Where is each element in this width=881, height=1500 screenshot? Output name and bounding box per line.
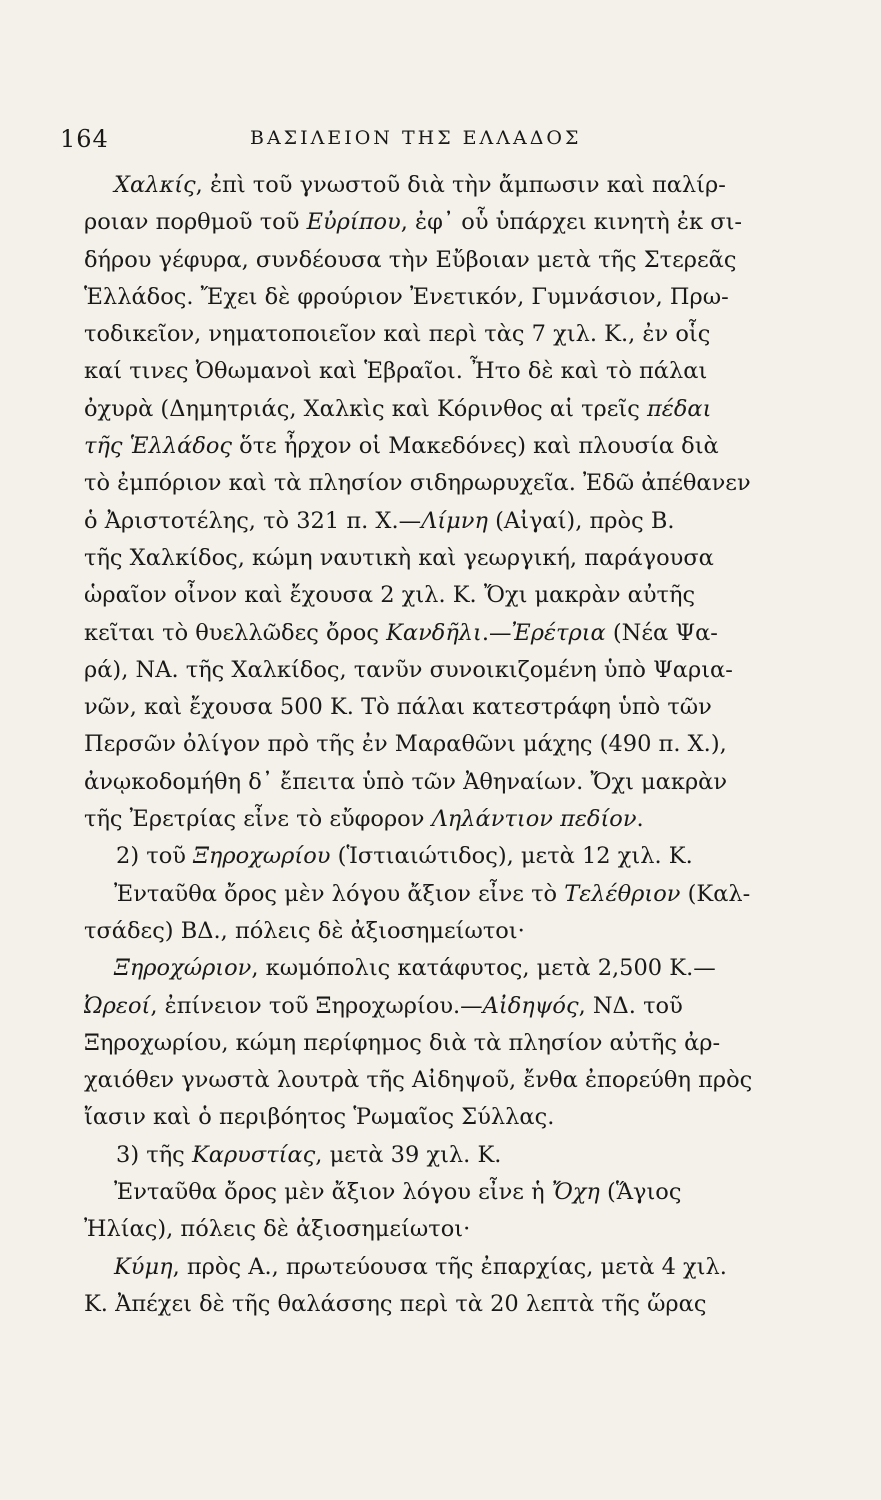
text-line (84, 242, 814, 279)
text-line (84, 428, 814, 465)
text-run: νῶν, καὶ ἔχουσα 500 Κ. Τὸ πάλαι κατεστράφη ὑπὸ τῶν (84, 694, 712, 721)
text-run: δήρου γέφυρα, συνδέουσα τὴν Εὔβοιαν μετὰ τῆς Στερεᾶς (84, 246, 737, 273)
text-run: , πρὸς Α., πρωτεύουσα τῆς ἐπαρχίας, μετὰ 4 χιλ. (172, 1253, 727, 1280)
text-line (84, 988, 814, 1025)
text-line (84, 577, 814, 614)
text-run: Κ. Ἀπέχει δὲ τῆς θαλάσσης περὶ τὰ 20 λεπτὰ τῆς ὥρας (84, 1290, 707, 1317)
italic-term: Ἐρέτρια (511, 619, 606, 646)
text-run: τῆς Ἐρετρίας εἶνε τὸ εὔφορον (84, 806, 432, 833)
italic-term: Αἰδηψός (482, 992, 579, 1019)
text-run: (Ἱστιαιώτιδος), μετὰ 12 χιλ. Κ. (330, 843, 693, 870)
text-run: , ΝΔ. τοῦ (578, 992, 683, 1019)
text-run: (Αἰγαί), πρὸς Β. (487, 507, 675, 534)
text-line (84, 316, 814, 353)
text-run: τῆς Χαλκίδος, κώμη ναυτικὴ καὶ γεωργική, παράγουσα (84, 544, 714, 571)
body-text (84, 167, 814, 1323)
italic-term: Εὐρίπου (306, 209, 401, 236)
text-line (84, 1099, 814, 1136)
text-run: (Νέα Ψα- (605, 619, 718, 646)
text-line (84, 503, 814, 540)
text-run: , κωμόπολις κατάφυτος, μετὰ 2,500 Κ.— (251, 955, 716, 982)
text-line (84, 1025, 814, 1062)
text-run: κεῖται τὸ θυελλῶδες ὄρος (84, 619, 387, 646)
text-line (84, 876, 814, 913)
text-run: τσάδες) ΒΔ., πόλεις δὲ ἀξιοσημείωτοι· (84, 917, 525, 944)
text-line (84, 167, 814, 204)
text-run: , ἐπὶ τοῦ γνωστοῦ διὰ τὴν ἄμπωσιν καὶ παλίρ- (195, 172, 726, 198)
italic-term: Χαλκίς (114, 172, 196, 198)
text-line (84, 1174, 814, 1211)
text-line (84, 540, 814, 577)
italic-term: Ληλάντιον πεδίον (431, 806, 637, 833)
italic-term: Κύμη (114, 1253, 173, 1280)
text-line (84, 279, 814, 316)
text-line (84, 1137, 814, 1174)
text-line (84, 615, 814, 652)
text-run: (Καλ- (680, 880, 751, 907)
italic-term: πέδαι (646, 395, 712, 422)
italic-term: Καρυστίας (191, 1141, 316, 1168)
text-line (84, 204, 814, 241)
text-run: Ἐνταῦθα ὄρος μὲν λόγου ἄξιον εἶνε τὸ (114, 880, 565, 907)
italic-term: Ὄχη (551, 1179, 600, 1206)
text-line (84, 950, 814, 987)
text-run: , μετὰ 39 χιλ. Κ. (315, 1141, 502, 1168)
text-run: Περσῶν ὀλίγον πρὸ τῆς ἐν Μαραθῶνι μάχης (490 π. Χ.), (84, 731, 727, 758)
text-line (84, 726, 814, 763)
text-line (84, 652, 814, 689)
text-run: (Ἅγιος (599, 1179, 682, 1206)
text-run: ρά), ΝΑ. τῆς Χαλκίδος, τανῦν συνοικιζομένη ὑπὸ Ψαρια- (84, 656, 733, 683)
text-run: .— (481, 619, 512, 646)
text-run: ὡραῖον οἶνον καὶ ἔχουσα 2 χιλ. Κ. Ὄχι μακρὰν αὐτῆς (84, 582, 696, 609)
text-run: Ἑλλάδος. Ἔχει δὲ φρούριον Ἐνετικόν, Γυμνάσιον, Πρω- (84, 283, 729, 310)
text-run: 3) τῆς (116, 1141, 192, 1168)
text-run: χαιόθεν γνωστὰ λουτρὰ τῆς Αἰδηψοῦ, ἔνθα ἐπορεύθη πρὸς (84, 1067, 753, 1094)
text-run: 2) τοῦ (116, 843, 194, 870)
text-line (84, 913, 814, 950)
text-run: ἀνῳκοδομήθη δ᾽ ἔπειτα ὑπὸ τῶν Ἀθηναίων. Ὄχι μακρὰν (84, 768, 728, 795)
text-run: . (636, 806, 644, 833)
text-run: ὅτε ἦρχον οἱ Μακεδόνες) καὶ πλουσία διὰ (232, 433, 719, 460)
text-run: καί τινες Ὀθωμανοὶ καὶ Ἑβραῖοι. Ἦτο δὲ καὶ τὸ πάλαι (84, 358, 708, 385)
text-run: ἴασιν καὶ ὁ περιβόητος Ῥωμαῖος Σύλλας. (84, 1104, 555, 1131)
text-run: Ξηροχωρίου, κώμη περίφημος διὰ τὰ πλησίον αὐτῆς ἀρ- (84, 1029, 721, 1056)
text-line (84, 764, 814, 801)
text-run: Ἐνταῦθα ὄρος μὲν ἄξιον λόγου εἶνε ἡ (114, 1179, 552, 1206)
italic-term: Ξηροχωρίου (193, 843, 331, 870)
text-line (84, 353, 814, 390)
italic-term: Ὠρεοί (84, 992, 151, 1019)
text-run: , ἐφ᾽ οὗ ὑπάρχει κινητὴ ἐκ σι- (400, 209, 742, 236)
text-run: τοδικεῖον, νηματοποιεῖον καὶ περὶ τὰς 7 χιλ. Κ., ἐν οἷς (84, 321, 711, 348)
italic-term: τῆς Ἑλλάδος (84, 433, 233, 460)
italic-term: Λίμνη (421, 507, 488, 534)
text-run: ροιαν πορθμοῦ τοῦ (84, 209, 307, 236)
text-run: Ἠλίας), πόλεις δὲ ἀξιοσημείωτοι· (84, 1216, 471, 1243)
text-line (84, 1249, 814, 1286)
text-run: , ἐπίνειον τοῦ Ξηροχωρίου.— (150, 992, 483, 1019)
page-number: 164 (60, 125, 109, 153)
text-line (84, 801, 814, 838)
text-line (84, 465, 814, 502)
italic-term: Ξηροχώριον (114, 955, 252, 982)
text-line (84, 689, 814, 726)
text-line (84, 1286, 814, 1323)
text-run: ὁ Ἀριστοτέλης, τὸ 321 π. Χ.— (84, 507, 422, 534)
text-line (84, 838, 814, 875)
running-title: ΒΑΣΙΛΕΙΟΝ ΤΗΣ ΕΛΛΑΔΟΣ (250, 127, 582, 149)
italic-term: Κανδῆλι (386, 619, 482, 646)
text-line (84, 1062, 814, 1099)
page-header (60, 125, 821, 155)
text-line (84, 1211, 814, 1248)
text-line (84, 391, 814, 428)
text-run: ὀχυρὰ (Δημητριάς, Χαλκὶς καὶ Κόρινθος αἱ τρεῖς (84, 395, 647, 422)
text-run: τὸ ἐμπόριον καὶ τὰ πλησίον σιδηρωρυχεῖα. Ἐδῶ ἀπέθανεν (84, 470, 751, 497)
italic-term: Τελέθριον (564, 880, 681, 907)
